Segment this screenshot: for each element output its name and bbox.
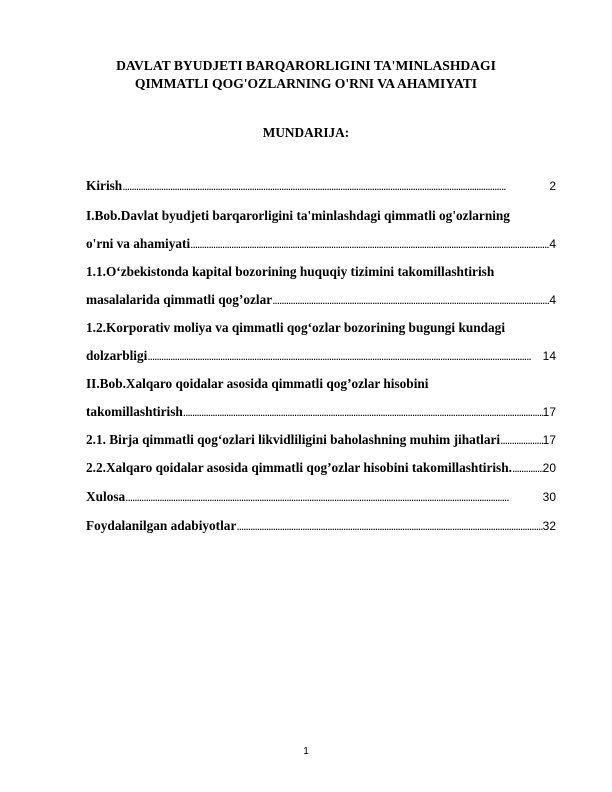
toc-entry-line	[86, 485, 556, 509]
toc-entry-line	[86, 174, 556, 198]
toc-entry-title: II.Bob.Xalqaro qoidalar asosida qimmatli qog’ozlar hisobini	[86, 376, 429, 391]
toc-page-number: 32	[542, 519, 556, 533]
toc-entry[interactable]	[86, 456, 556, 480]
toc-entry-line	[86, 400, 556, 424]
toc-entry-title: takomillashtirish	[86, 404, 183, 419]
document-title	[60, 57, 552, 93]
toc-entry[interactable]	[86, 485, 556, 509]
title-line-2: QIMMATLI QOG'OZLARNING O'RNI VA AHAMIYATI	[134, 76, 478, 91]
toc-dot-leader	[272, 288, 549, 312]
toc-entry[interactable]	[86, 174, 556, 198]
toc-entry-line	[86, 344, 556, 368]
toc-entry[interactable]	[86, 204, 556, 256]
toc-entry-line	[86, 316, 556, 340]
toc-entry-title: dolzarbligi	[86, 348, 148, 363]
toc-page-number: 4	[549, 237, 556, 251]
toc-entry-title: 1.2.Korporativ moliya va qimmatli qog‘ozlar bozorining bugungi kundagi	[86, 320, 506, 335]
toc-dot-leader	[122, 174, 549, 198]
toc-entry-title: o'rni va ahamiyati	[86, 236, 191, 251]
toc-dot-leader	[512, 456, 543, 480]
toc-entry[interactable]	[86, 260, 556, 312]
toc-entry-line	[86, 288, 556, 312]
toc-dot-leader	[125, 485, 542, 509]
toc-dot-leader	[500, 428, 543, 452]
toc-page-number: 17	[542, 405, 556, 419]
toc-entry-line	[86, 514, 556, 538]
toc-page-number: 4	[549, 293, 556, 307]
title-line-1: DAVLAT BYUDJETI BARQARORLIGINI TA'MINLASHDAGI	[116, 58, 496, 73]
toc-dot-leader	[236, 514, 542, 538]
toc-heading: MUNDARIJA:	[262, 125, 350, 140]
toc-page-number: 17	[542, 433, 556, 447]
toc-page-number: 20	[542, 461, 556, 475]
toc-entry-title: Kirish	[86, 178, 123, 193]
toc-page-number: 30	[542, 490, 556, 504]
toc-dot-leader	[190, 232, 549, 256]
toc-entry-title: Foydalanilgan adabiyotlar	[86, 518, 237, 533]
toc-entry-title: 2.1. Birja qimmatli qog‘ozlari likvidliligini baholashning muhim jihatlari	[86, 432, 501, 447]
toc-entry-title: 1.1.O‘zbekistonda kapital bozorining huquqiy tizimini takomillashtirish	[86, 264, 495, 279]
toc-entry[interactable]	[86, 316, 556, 368]
toc-entry-title: 2.2.Xalqaro qoidalar asosida qimmatli qog’ozlar hisobini takomillashtirish.	[86, 460, 512, 475]
toc-entry[interactable]	[86, 514, 556, 538]
toc-entry-title: I.Bob.Davlat byudjeti barqarorligini ta'minlashdagi qimmatli og'ozlarning	[86, 208, 510, 223]
toc-entry[interactable]	[86, 428, 556, 452]
toc-entry-line	[86, 372, 556, 396]
toc-entry-title: Xulosa	[86, 489, 126, 504]
toc-page-number: 2	[549, 179, 556, 193]
toc-entry-title: masalalarida qimmatli qog’ozlar	[86, 292, 273, 307]
toc-entry-line	[86, 428, 556, 452]
toc-dot-leader	[147, 344, 542, 368]
toc-entry-line	[86, 232, 556, 256]
toc-page-number: 14	[542, 349, 556, 363]
page-number: 1	[303, 746, 309, 757]
toc-entry-line	[86, 260, 556, 284]
toc-entry-line	[86, 456, 556, 480]
toc-dot-leader	[183, 400, 543, 424]
toc-entry[interactable]	[86, 372, 556, 424]
toc-entry-line	[86, 204, 556, 228]
